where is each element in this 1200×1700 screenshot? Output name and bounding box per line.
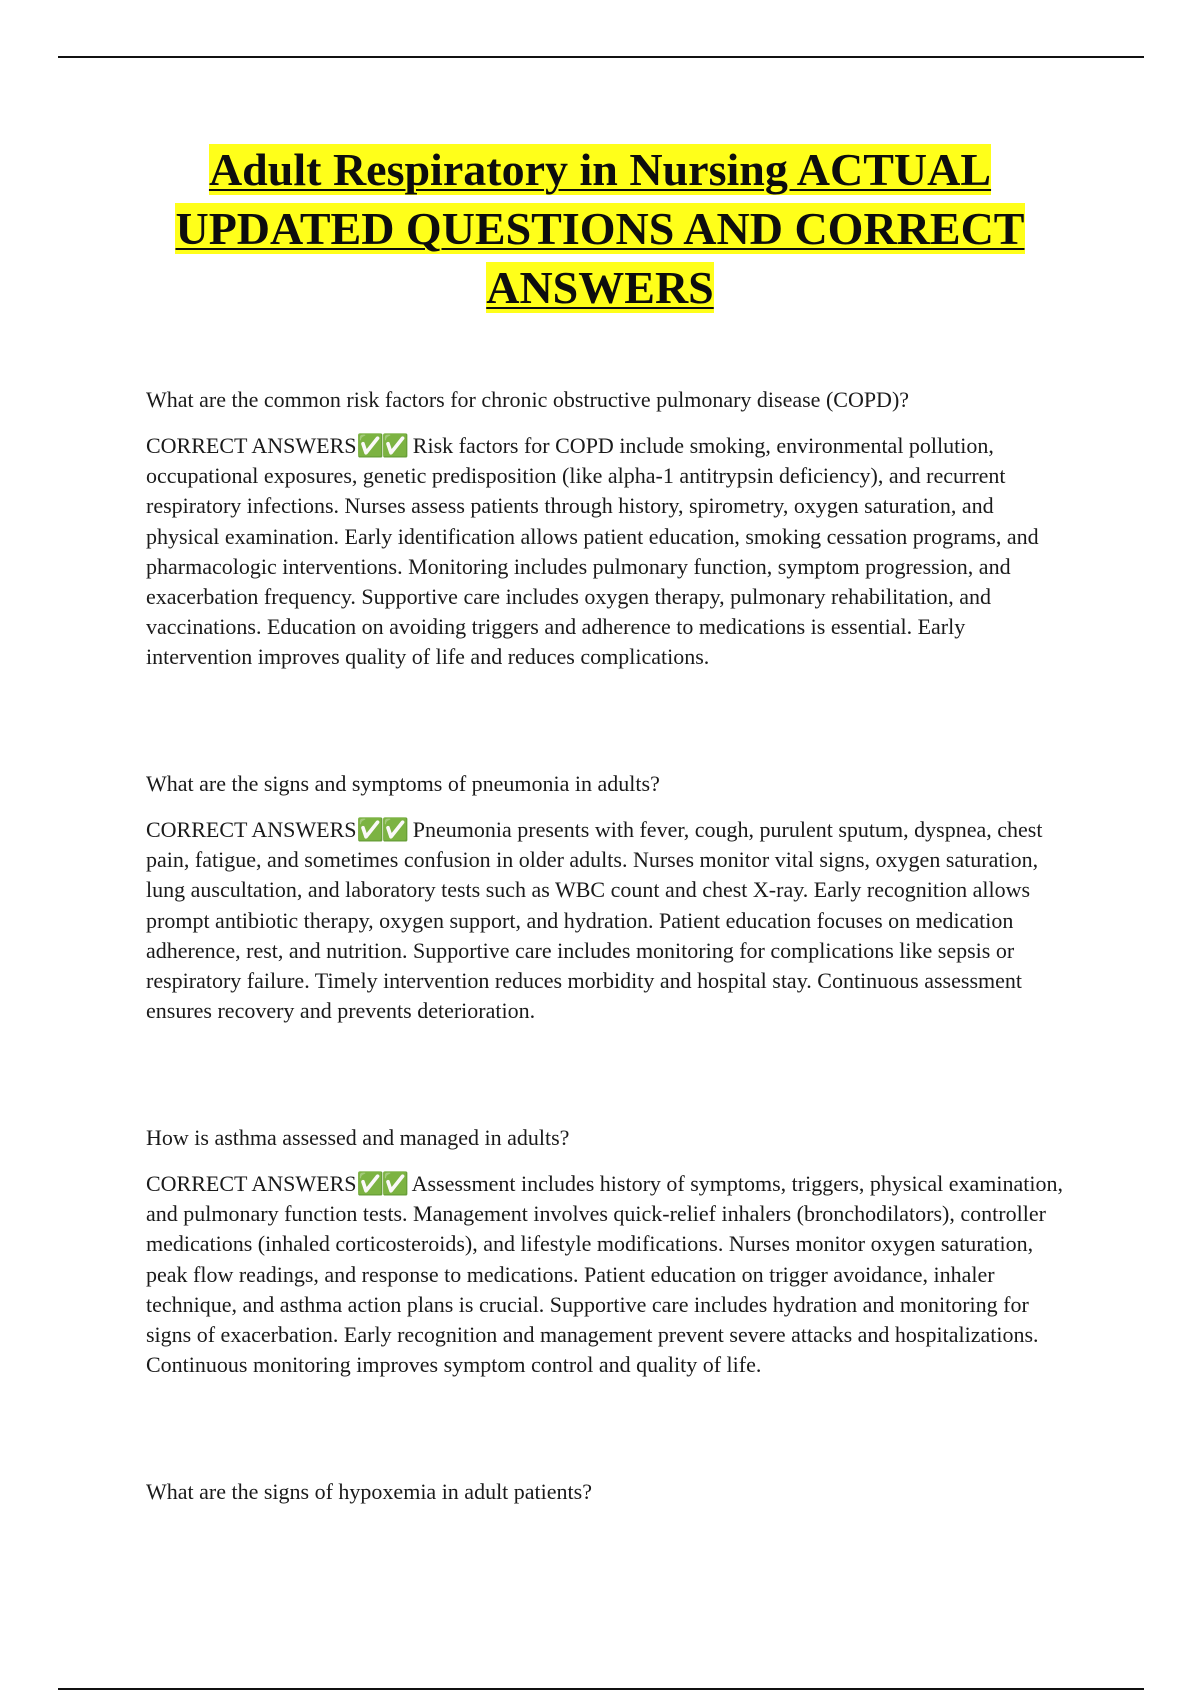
question-text: How is asthma assessed and managed in adults? [146,1125,570,1150]
answer-text [146,815,1066,1026]
question-text: What are the signs of hypoxemia in adult patients? [146,1479,592,1504]
document-title [60,140,1140,317]
question-text: What are the common risk factors for chronic obstructive pulmonary disease (COPD)? [146,387,910,412]
title-line-3: ANSWERS [486,262,714,313]
answer-body: Pneumonia presents with fever, cough, purulent sputum, dyspnea, chest pain, fatigue, and sometimes confusion in older adults. Nurses monitor vital signs, oxygen saturation, lung auscultation, and laboratory tests such as WBC count and chest X-ray. Early recognition allows prompt antibiotic therapy, oxygen support, and hydration. Patient education focuses on medication adherence, rest, and nutrition. Supportive care includes monitoring for complications like sepsis or respiratory failure. Timely intervention reduces morbidity and hospital stay. Continuous assessment ensures recovery and prevents deterioration. [146,817,1043,1024]
check-mark-icon: ✅✅ [356,817,408,842]
check-mark-icon: ✅✅ [356,1171,408,1196]
qa-item [146,385,1066,673]
qa-item [146,1123,1066,1380]
question-text: What are the signs and symptoms of pneumonia in adults? [146,771,660,796]
qa-item [146,1477,1066,1523]
check-mark-icon: ✅✅ [356,433,408,458]
qa-item [146,769,1066,1026]
answer-prefix: CORRECT ANSWERS [146,817,357,842]
bottom-rule [58,1688,1144,1690]
answer-body: Assessment includes history of symptoms, triggers, physical examination, and pulmonary function tests. Management involves quick-relief inhalers (bronchodilators), controller medications (inhaled corticosteroids), and lifestyle modifications. Nurses monitor oxygen saturation, peak flow readings, and response to medications. Patient education on trigger avoidance, inhaler technique, and asthma action plans is crucial. Supportive care includes hydration and monitoring for signs of exacerbation. Early recognition and management prevent severe attacks and hospitalizations. Continuous monitoring improves symptom control and quality of life. [146,1171,1063,1378]
answer-text [146,431,1066,673]
answer-prefix: CORRECT ANSWERS [146,433,357,458]
answer-prefix: CORRECT ANSWERS [146,1171,357,1196]
answer-body: Risk factors for COPD include smoking, environmental pollution, occupational exposures, genetic predisposition (like alpha-1 antitrypsin deficiency), and recurrent respiratory infections. Nurses assess patients through history, spirometry, oxygen saturation, and physical examination. Early identification allows patient education, smoking cessation programs, and pharmacologic interventions. Monitoring includes pulmonary function, symptom progression, and exacerbation frequency. Supportive care includes oxygen therapy, pulmonary rehabilitation, and vaccinations. Education on avoiding triggers and adherence to medications is essential. Early intervention improves quality of life and reduces complications. [146,433,1039,670]
top-rule [58,56,1144,58]
answer-text [146,1169,1066,1380]
title-line-2: UPDATED QUESTIONS AND CORRECT [175,203,1025,254]
title-line-1: Adult Respiratory in Nursing ACTUAL [208,144,992,195]
